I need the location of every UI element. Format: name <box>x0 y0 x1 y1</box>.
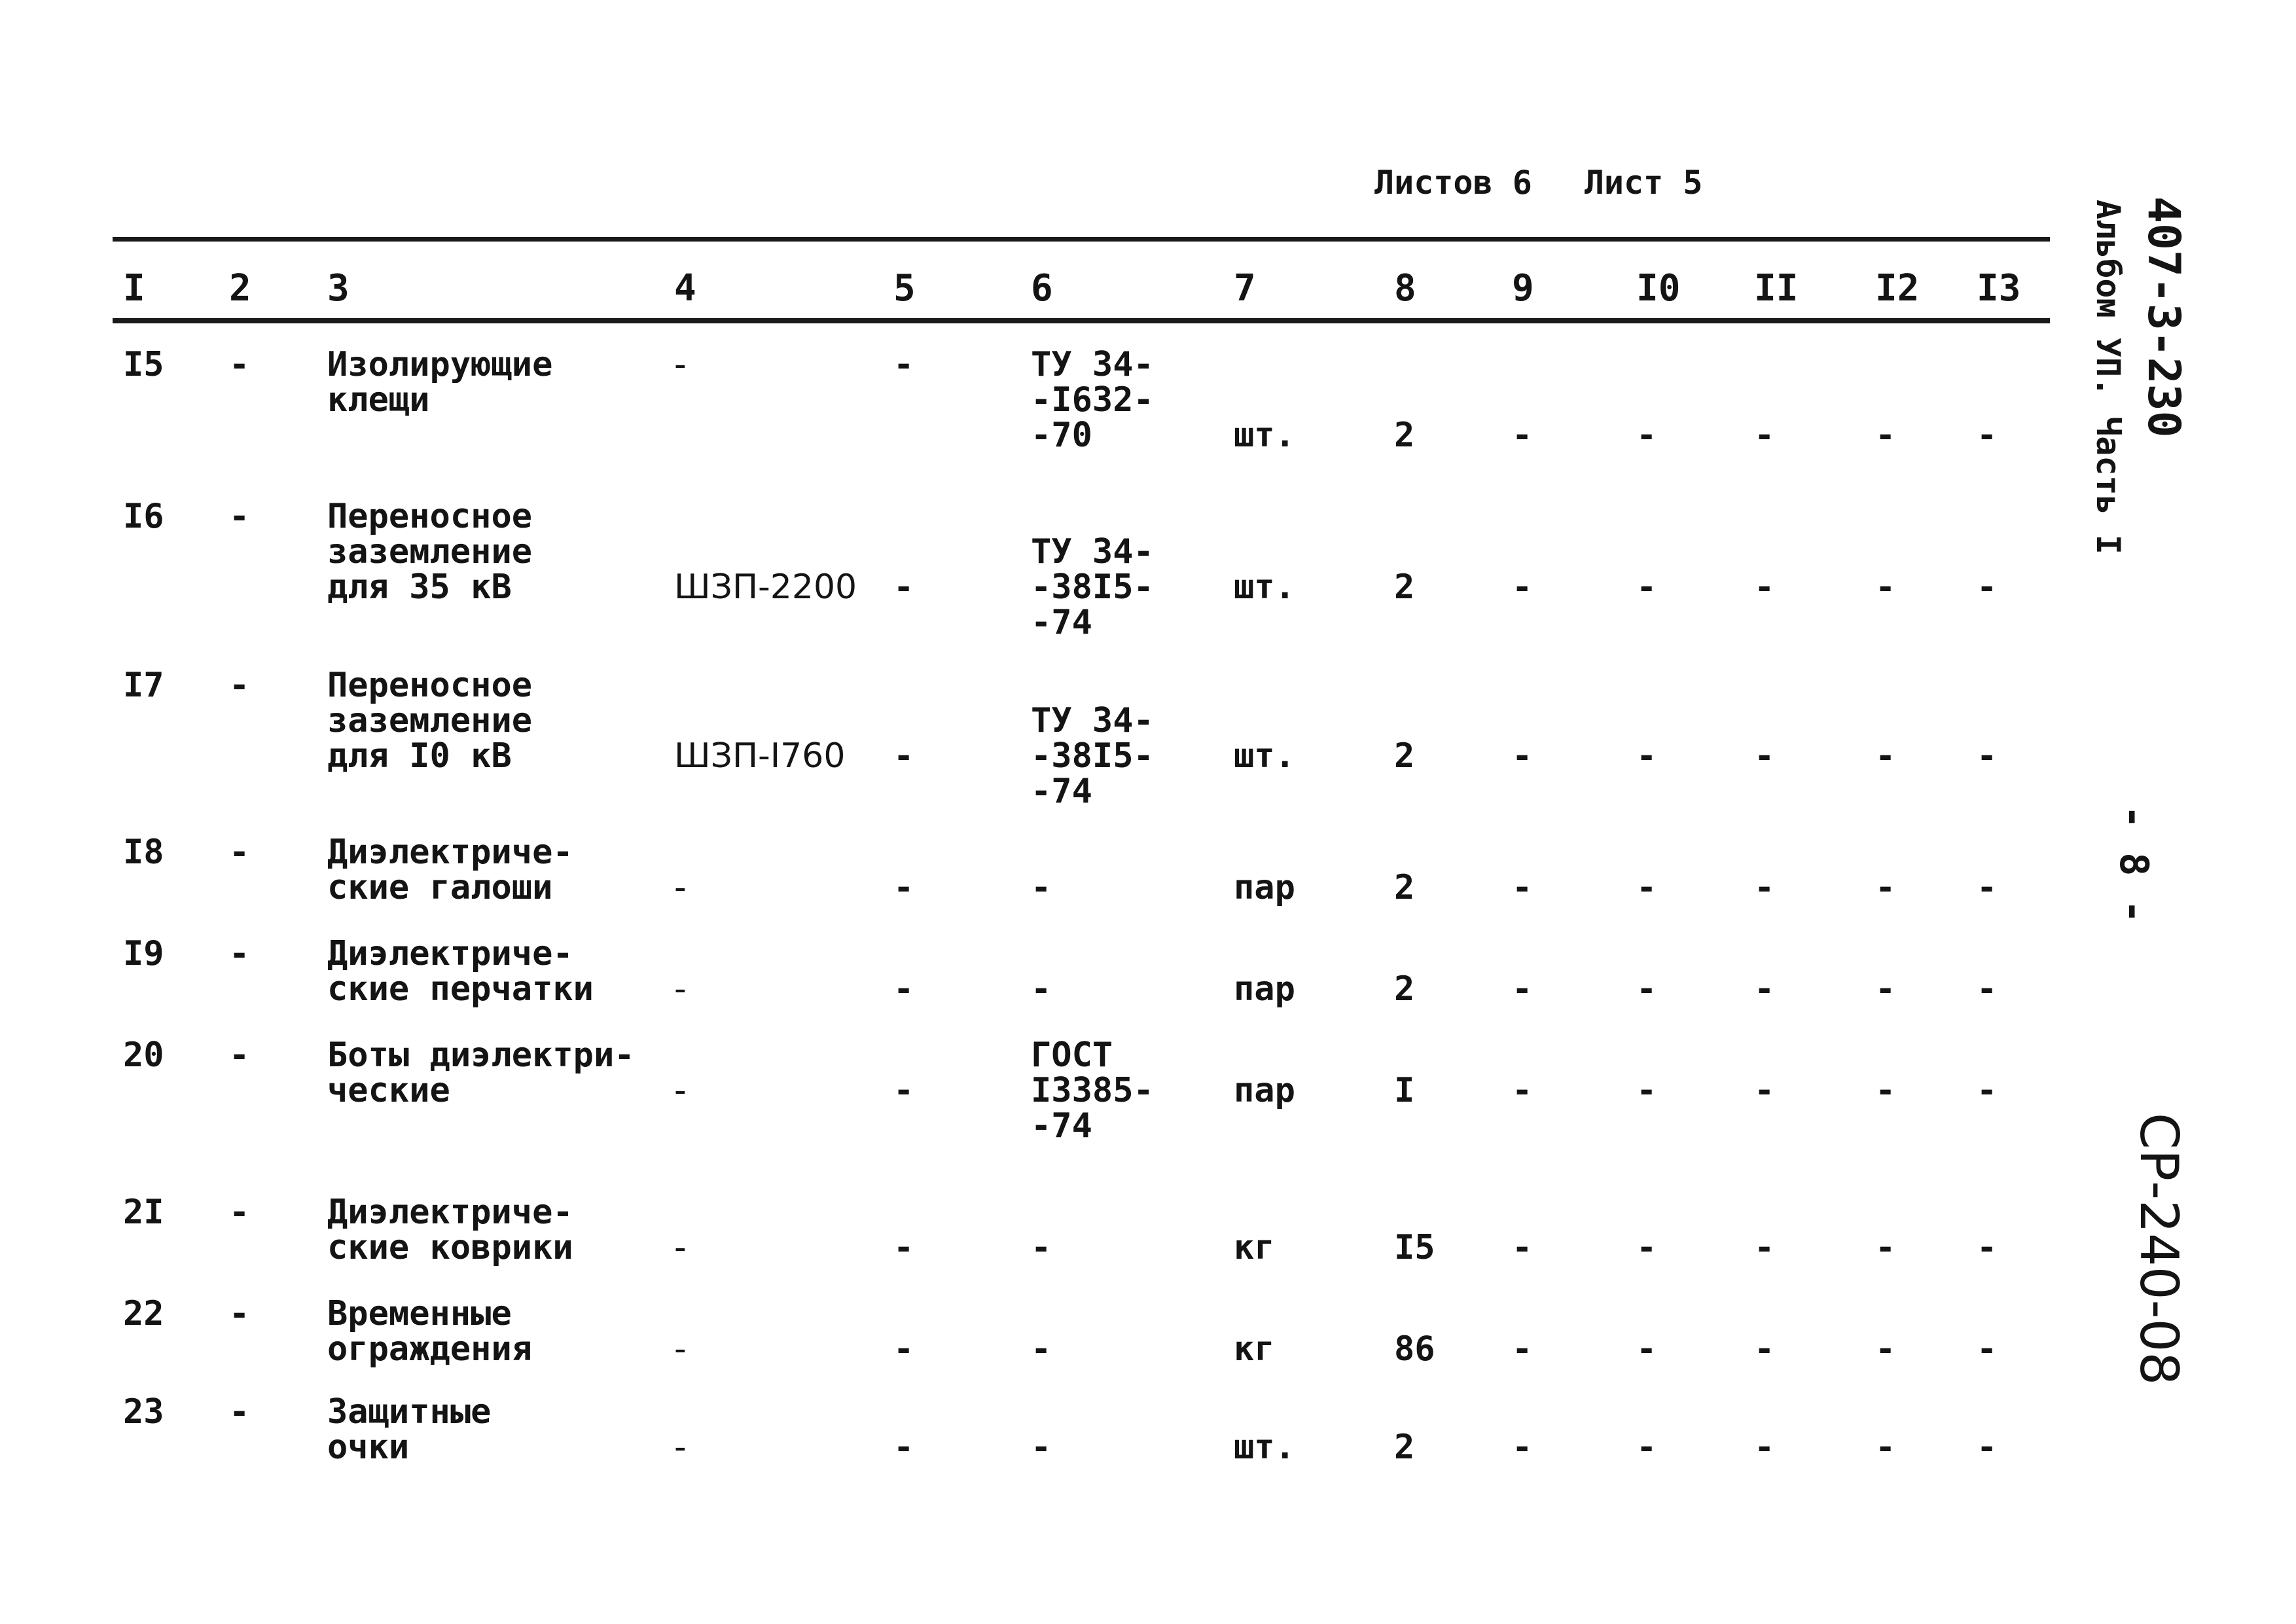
cell-qty: 2 <box>1394 1428 1415 1467</box>
cell-num: 2I <box>123 1193 164 1232</box>
cell-c11: - <box>1754 868 1775 907</box>
cell-c13: - <box>1977 1428 1998 1467</box>
cell-c10: - <box>1636 416 1657 455</box>
cell-name: Временные ограждения <box>327 1294 533 1369</box>
cell-c5: - <box>893 969 914 1009</box>
column-header: 2 <box>229 267 251 310</box>
cell-c9: - <box>1512 969 1533 1009</box>
cell-num: I7 <box>123 666 164 705</box>
cell-c12: - <box>1875 1329 1896 1369</box>
album-label: Альбом УП. Часть I <box>2089 200 2127 554</box>
cell-num: I5 <box>123 345 164 384</box>
cell-c2: - <box>229 1392 250 1432</box>
cell-num: I8 <box>123 833 164 872</box>
cell-num: I9 <box>123 934 164 973</box>
cell-unit: пар <box>1234 969 1295 1009</box>
cell-c9: - <box>1512 1228 1533 1267</box>
cell-c4: ШЗП-2200 <box>674 568 857 607</box>
cell-unit: шт. <box>1234 1428 1295 1467</box>
cell-name: Переносное заземление для I0 кВ <box>327 666 533 776</box>
cell-c2: - <box>229 833 250 872</box>
column-header: 7 <box>1234 267 1256 310</box>
column-header: I0 <box>1636 267 1681 310</box>
cell-unit: шт. <box>1234 736 1295 776</box>
cell-qty: 2 <box>1394 736 1415 776</box>
column-header: 9 <box>1512 267 1534 310</box>
cell-c12: - <box>1875 416 1896 455</box>
cell-c9: - <box>1512 1428 1533 1467</box>
cell-c4: - <box>674 1428 687 1467</box>
table-header-rule <box>113 318 2050 323</box>
cell-c13: - <box>1977 1228 1998 1267</box>
cell-c6: - <box>1031 1228 1052 1267</box>
cell-c2: - <box>229 666 250 705</box>
cell-c10: - <box>1636 1428 1657 1467</box>
cell-c6: ТУ 34- -38I5- -74 <box>1031 701 1154 811</box>
cell-name: Переносное заземление для 35 кВ <box>327 497 533 607</box>
cell-num: 23 <box>123 1392 164 1432</box>
series-code: СР-240-08 <box>2128 1113 2189 1386</box>
cell-c5: - <box>893 345 914 384</box>
document-code: 407-3-230 <box>2138 196 2189 438</box>
column-header: 6 <box>1031 267 1053 310</box>
cell-c5: - <box>893 1329 914 1369</box>
cell-c11: - <box>1754 1228 1775 1267</box>
cell-c11: - <box>1754 1428 1775 1467</box>
sheet-number: Лист 5 <box>1584 164 1703 202</box>
cell-name: Диэлектриче- ские перчатки <box>327 934 594 1009</box>
cell-c12: - <box>1875 568 1896 607</box>
cell-c2: - <box>229 497 250 536</box>
cell-c13: - <box>1977 416 1998 455</box>
cell-c6: ТУ 34- -I632- -70 <box>1031 345 1154 455</box>
cell-c10: - <box>1636 568 1657 607</box>
cell-c11: - <box>1754 1329 1775 1369</box>
cell-c6: - <box>1031 868 1052 907</box>
sheet-info <box>1374 164 1702 202</box>
cell-c4: - <box>674 345 687 384</box>
cell-c12: - <box>1875 1071 1896 1110</box>
cell-c4: - <box>674 868 687 907</box>
cell-c12: - <box>1875 736 1896 776</box>
cell-c10: - <box>1636 736 1657 776</box>
cell-c12: - <box>1875 1228 1896 1267</box>
cell-num: I6 <box>123 497 164 536</box>
cell-c9: - <box>1512 868 1533 907</box>
cell-c6: - <box>1031 969 1052 1009</box>
cell-qty: I <box>1394 1071 1415 1110</box>
cell-c2: - <box>229 1294 250 1333</box>
cell-c5: - <box>893 1071 914 1110</box>
cell-c13: - <box>1977 868 1998 907</box>
cell-name: Защитные очки <box>327 1392 492 1467</box>
cell-c10: - <box>1636 969 1657 1009</box>
cell-qty: 2 <box>1394 416 1415 455</box>
cell-unit: кг <box>1234 1329 1275 1369</box>
cell-unit: шт. <box>1234 416 1295 455</box>
cell-name: Изолирующие клещи <box>327 345 553 420</box>
cell-c11: - <box>1754 416 1775 455</box>
cell-c6: ТУ 34- -38I5- -74 <box>1031 532 1154 642</box>
cell-c10: - <box>1636 1329 1657 1369</box>
cell-c4: - <box>674 1071 687 1110</box>
cell-name: Диэлектриче- ские галоши <box>327 833 573 907</box>
cell-c5: - <box>893 568 914 607</box>
cell-c5: - <box>893 1428 914 1467</box>
cell-c6: - <box>1031 1428 1052 1467</box>
column-header: I2 <box>1875 267 1920 310</box>
cell-c2: - <box>229 1036 250 1075</box>
cell-c9: - <box>1512 1071 1533 1110</box>
cell-c5: - <box>893 1228 914 1267</box>
cell-num: 20 <box>123 1036 164 1075</box>
cell-c5: - <box>893 868 914 907</box>
column-header: 3 <box>327 267 350 310</box>
column-header: 4 <box>674 267 696 310</box>
cell-c11: - <box>1754 969 1775 1009</box>
cell-c11: - <box>1754 1071 1775 1110</box>
column-header: 8 <box>1394 267 1416 310</box>
column-header: I <box>123 267 145 310</box>
cell-c4: - <box>674 969 687 1009</box>
sheets-total: Листов 6 <box>1374 164 1532 202</box>
cell-c6: ГОСТ I3385- -74 <box>1031 1036 1154 1146</box>
cell-num: 22 <box>123 1294 164 1333</box>
cell-c2: - <box>229 1193 250 1232</box>
page-number: - 8 - <box>2111 805 2157 924</box>
cell-c13: - <box>1977 1329 1998 1369</box>
cell-unit: шт. <box>1234 568 1295 607</box>
column-header: 5 <box>893 267 916 310</box>
cell-c12: - <box>1875 1428 1896 1467</box>
cell-c9: - <box>1512 416 1533 455</box>
cell-c12: - <box>1875 868 1896 907</box>
column-header: II <box>1754 267 1799 310</box>
cell-c9: - <box>1512 1329 1533 1369</box>
cell-c13: - <box>1977 1071 1998 1110</box>
cell-c11: - <box>1754 736 1775 776</box>
cell-qty: 2 <box>1394 568 1415 607</box>
cell-c13: - <box>1977 568 1998 607</box>
cell-c5: - <box>893 736 914 776</box>
cell-c9: - <box>1512 568 1533 607</box>
cell-c9: - <box>1512 736 1533 776</box>
cell-c13: - <box>1977 969 1998 1009</box>
cell-qty: I5 <box>1394 1228 1435 1267</box>
cell-c4: - <box>674 1228 687 1267</box>
cell-c4: ШЗП-I760 <box>674 736 846 776</box>
cell-unit: пар <box>1234 868 1295 907</box>
cell-unit: пар <box>1234 1071 1295 1110</box>
cell-c6: - <box>1031 1329 1052 1369</box>
cell-qty: 86 <box>1394 1329 1435 1369</box>
cell-name: Боты диэлектри- ческие <box>327 1036 635 1110</box>
cell-c10: - <box>1636 1071 1657 1110</box>
table-top-rule <box>113 237 2050 242</box>
cell-c13: - <box>1977 736 1998 776</box>
cell-c10: - <box>1636 1228 1657 1267</box>
cell-qty: 2 <box>1394 868 1415 907</box>
cell-name: Диэлектриче- ские коврики <box>327 1193 573 1267</box>
column-header: I3 <box>1977 267 2021 310</box>
cell-c11: - <box>1754 568 1775 607</box>
cell-qty: 2 <box>1394 969 1415 1009</box>
cell-c12: - <box>1875 969 1896 1009</box>
cell-c2: - <box>229 345 250 384</box>
cell-c4: - <box>674 1329 687 1369</box>
cell-unit: кг <box>1234 1228 1275 1267</box>
cell-c10: - <box>1636 868 1657 907</box>
cell-c2: - <box>229 934 250 973</box>
